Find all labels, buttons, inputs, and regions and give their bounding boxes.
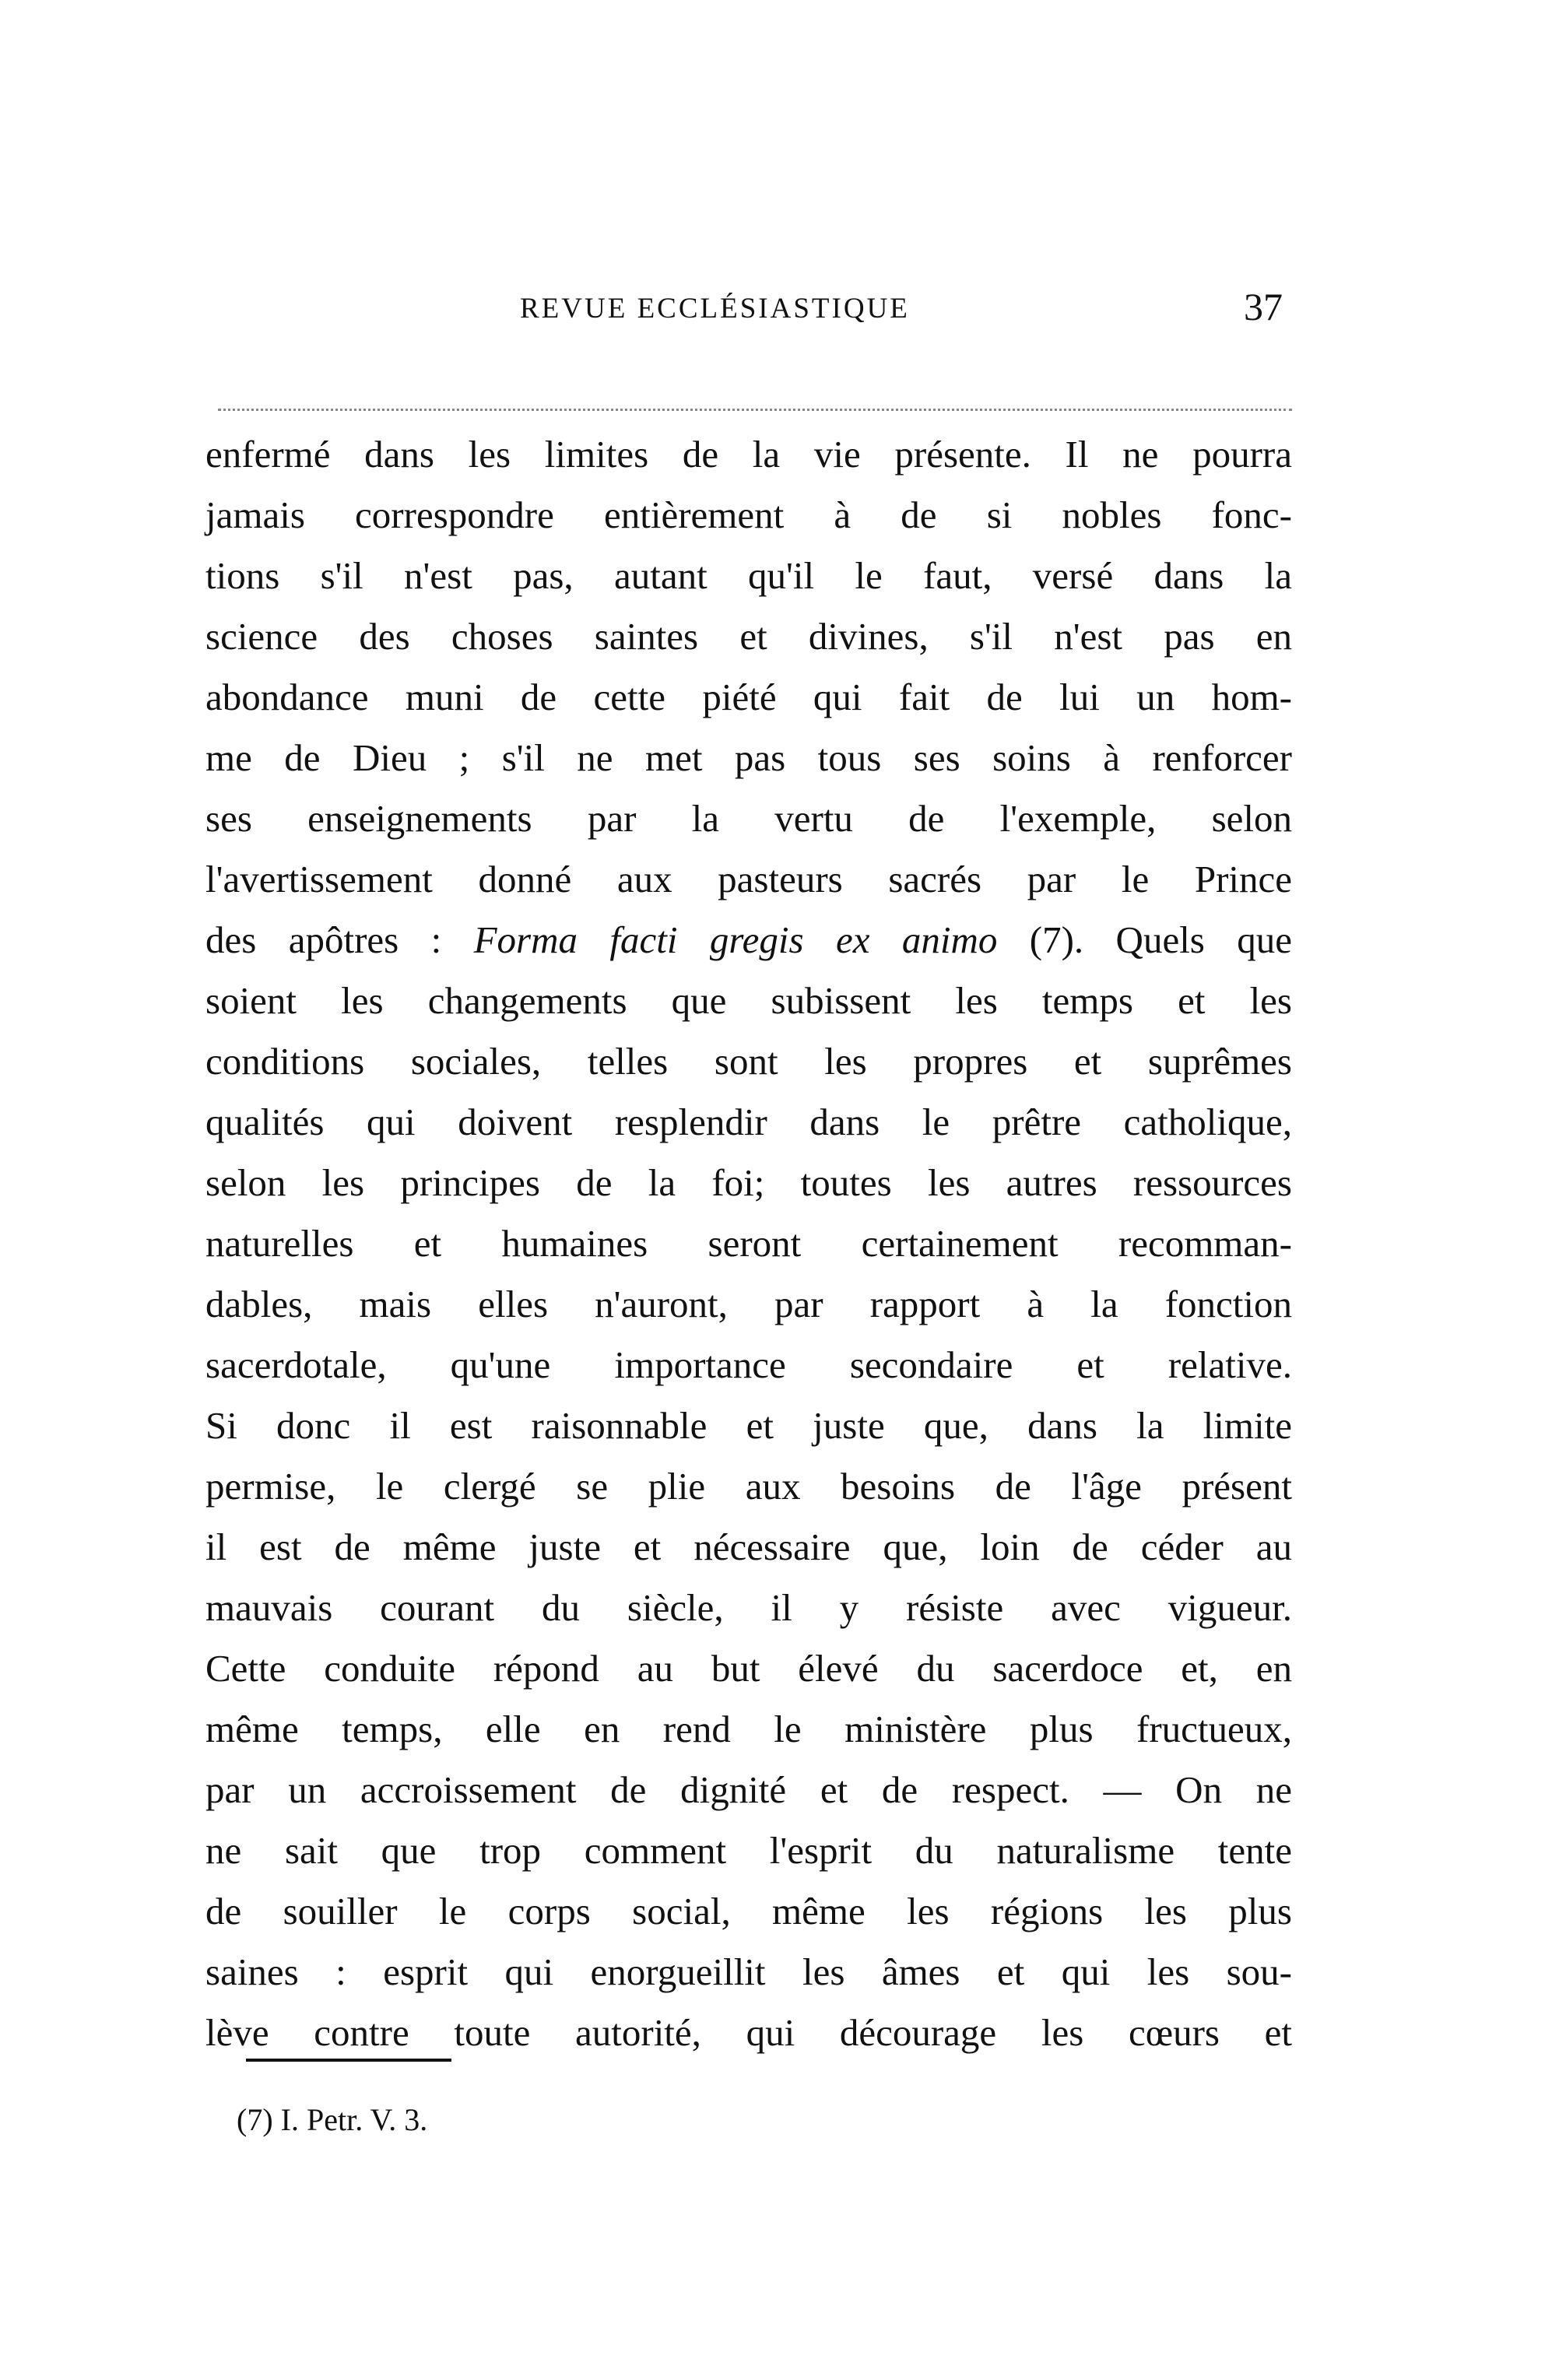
- text-line: lève contre toute autorité, qui décourage les cœurs et: [205, 2011, 1292, 2054]
- text-line: selon les principes de la foi; toutes les autres ressources: [205, 1161, 1292, 1204]
- text-line: me de Dieu ; s'il ne met pas tous ses soins à renforcer: [205, 736, 1292, 779]
- text-line: naturelles et humaines seront certainement recomman-: [205, 1222, 1292, 1265]
- text-line: soient les changements que subissent les temps et les: [205, 979, 1292, 1022]
- text-line: Si donc il est raisonnable et juste que, dans la limite: [205, 1404, 1292, 1447]
- text-line: ne sait que trop comment l'esprit du naturalisme tente: [205, 1829, 1292, 1872]
- running-head: [209, 284, 1290, 339]
- text-line: sacerdotale, qu'une importance secondaire et relative.: [205, 1343, 1292, 1386]
- text-line: ses enseignements par la vertu de l'exemple, selon: [205, 797, 1292, 840]
- journal-title: REVUE ECCLÉSIASTIQUE: [520, 293, 910, 325]
- line-9-before: des apôtres :: [205, 918, 474, 961]
- text-line: science des choses saintes et divines, s'il n'est pas en: [205, 615, 1292, 658]
- text-line: par un accroissement de dignité et de respect. — On ne: [205, 1768, 1292, 1811]
- text-line: même temps, elle en rend le ministère plus fructueux,: [205, 1708, 1292, 1750]
- header-rule: [218, 409, 1292, 411]
- text-line: conditions sociales, telles sont les propres et suprêmes: [205, 1040, 1292, 1083]
- text-line: Cette conduite répond au but élevé du sacerdoce et, en: [205, 1647, 1292, 1690]
- text-line: permise, le clergé se plie aux besoins de l'âge présent: [205, 1465, 1292, 1508]
- text-line: qualités qui doivent resplendir dans le prêtre catholique,: [205, 1100, 1292, 1143]
- text-line: mauvais courant du siècle, il y résiste avec vigueur.: [205, 1586, 1292, 1629]
- footnote: (7) I. Petr. V. 3.: [237, 2102, 428, 2137]
- text-line: enfermé dans les limites de la vie présente. Il ne pourra: [205, 433, 1292, 476]
- text-line: jamais correspondre entièrement à de si nobles fonc-: [205, 493, 1292, 536]
- footnote-rule: [246, 2059, 451, 2062]
- text-line: saines : esprit qui enorgueillit les âmes et qui les sou-: [205, 1950, 1292, 1993]
- text-line: de souiller le corps social, même les régions les plus: [205, 1890, 1292, 1932]
- latin-quotation: Forma facti gregis ex animo: [473, 918, 998, 961]
- text-line: dables, mais elles n'auront, par rapport à la fonction: [205, 1283, 1292, 1325]
- page-number: 37: [1244, 285, 1283, 328]
- text-line: il est de même juste et nécessaire que, loin de céder au: [205, 1525, 1292, 1568]
- body-text: [205, 424, 1292, 2063]
- line-9-after: (7). Quels que: [1029, 918, 1293, 961]
- text-line-with-quotation: [205, 910, 1292, 971]
- text-line: tions s'il n'est pas, autant qu'il le faut, versé dans la: [205, 554, 1292, 597]
- text-line: abondance muni de cette piété qui fait de lui un hom-: [205, 676, 1292, 718]
- text-line: l'avertissement donné aux pasteurs sacrés par le Prince: [205, 858, 1292, 900]
